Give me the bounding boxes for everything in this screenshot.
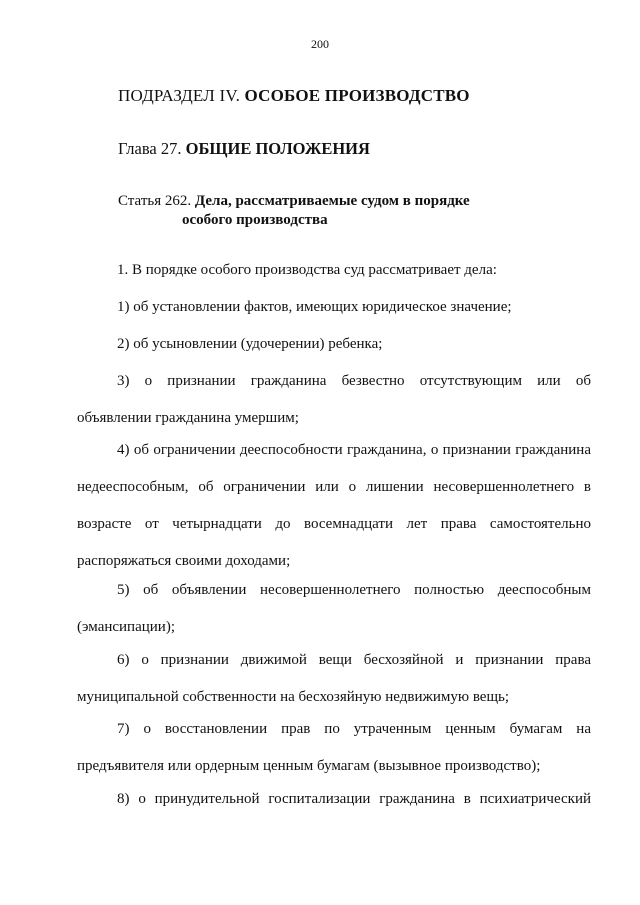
paragraph-item-8: 8) о принудительной госпитализации гражданина в психиатрический: [117, 791, 591, 807]
subdivision-prefix: ПОДРАЗДЕЛ IV.: [118, 86, 241, 105]
article-prefix: Статья 262.: [118, 193, 192, 209]
paragraph-item-3: 3) о признании гражданина безвестно отсутствующим или об объявлении гражданина умершим;: [77, 373, 591, 426]
article-title-line2: особого производства: [182, 212, 328, 228]
chapter-prefix: Глава 27.: [118, 139, 182, 158]
paragraph-item-5: 5) об объявлении несовершеннолетнего полностью дееспособным (эмансипации);: [77, 582, 591, 635]
chapter-heading: [118, 139, 370, 159]
article-heading: [118, 192, 470, 230]
page-number: 200: [311, 37, 329, 51]
subdivision-title: ОСОБОЕ ПРОИЗВОДСТВО: [244, 86, 470, 105]
paragraph-item-7: 7) о восстановлении прав по утраченным ценным бумагам на предъявителя или ордерным ценным бумагам (вызывное производство);: [77, 721, 591, 774]
paragraph-item-4: 4) об ограничении дееспособности гражданина, о признании гражданина недееспособным, об ограничении или о лишении несовершеннолетнего в возрасте от четырнадцати до восемнадцати лет права самостоятельно распоряжаться своими доходами;: [77, 442, 591, 569]
paragraph-1: 1. В порядке особого производства суд рассматривает дела:: [117, 262, 497, 278]
paragraph-item-6: 6) о признании движимой вещи бесхозяйной и признании права муниципальной собственности на бесхозяйную недвижимую вещь;: [77, 652, 591, 705]
paragraph-item-1: 1) об установлении фактов, имеющих юридическое значение;: [117, 299, 512, 315]
article-title-line1: Дела, рассматриваемые судом в порядке: [194, 193, 470, 209]
subdivision-heading: [118, 86, 470, 106]
chapter-title: ОБЩИЕ ПОЛОЖЕНИЯ: [185, 139, 370, 158]
paragraph-item-2: 2) об усыновлении (удочерении) ребенка;: [117, 336, 383, 352]
